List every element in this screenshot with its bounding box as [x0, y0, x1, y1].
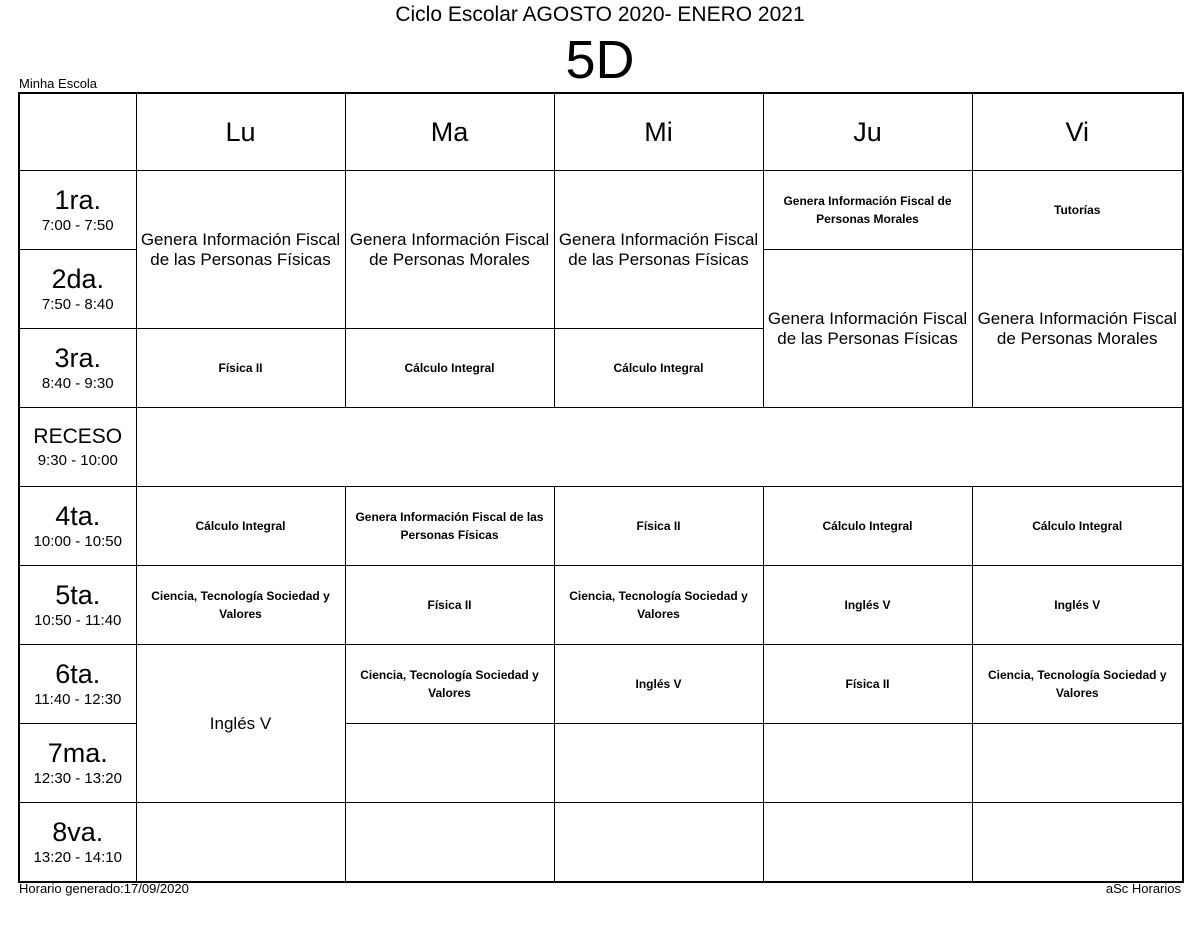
day-header-mi: Mi — [554, 93, 763, 171]
generated-date: Horario generado:17/09/2020 — [19, 881, 189, 896]
break-cell — [136, 408, 1183, 487]
period-name: 6ta. — [55, 659, 101, 689]
period-label — [19, 724, 136, 803]
class-cell: Cálculo Integral — [972, 487, 1183, 566]
class-cell: Ciencia, Tecnología Sociedad y Valores — [554, 566, 763, 645]
period-time: 7:50 - 8:40 — [41, 296, 114, 313]
class-cell: Cálculo Integral — [763, 487, 972, 566]
period-label — [19, 645, 136, 724]
period-time: 13:20 - 14:10 — [33, 848, 122, 866]
period-label — [19, 487, 136, 566]
class-cell: Cálculo Integral — [136, 487, 345, 566]
class-cell: Inglés V — [554, 645, 763, 724]
class-cell: Genera Información Fiscal de Personas Morales — [972, 250, 1183, 408]
class-cell: Física II — [345, 566, 554, 645]
period-time: 10:00 - 10:50 — [33, 533, 122, 550]
empty-cell — [972, 724, 1183, 803]
period-time: 11:40 - 12:30 — [34, 691, 122, 708]
class-cell: Tutorías — [972, 171, 1183, 250]
class-cell: Genera Información Fiscal de las Personas Físicas — [554, 171, 763, 329]
empty-cell — [763, 724, 972, 803]
period-time: 7:00 - 7:50 — [41, 217, 114, 234]
period-name: RECESO — [33, 425, 123, 448]
period-time: 12:30 - 13:20 — [33, 770, 122, 787]
day-header-vi: Vi — [972, 93, 1183, 171]
period-time: 8:40 - 9:30 — [41, 375, 114, 392]
period-label — [19, 803, 136, 882]
period-name: 2da. — [51, 264, 105, 294]
empty-cell — [763, 803, 972, 882]
period-name: 5ta. — [55, 580, 101, 610]
class-cell: Ciencia, Tecnología Sociedad y Valores — [345, 645, 554, 724]
class-cell: Inglés V — [972, 566, 1183, 645]
class-cell: Genera Información Fiscal de las Personas Físicas — [345, 487, 554, 566]
timetable — [18, 92, 1184, 883]
class-cell: Genera Información Fiscal de Personas Morales — [345, 171, 554, 329]
class-cell: Inglés V — [136, 645, 345, 803]
period-name: 1ra. — [54, 185, 102, 215]
period-label — [19, 329, 136, 408]
class-cell: Inglés V — [763, 566, 972, 645]
period-time: 9:30 - 10:00 — [37, 452, 118, 469]
class-cell: Cálculo Integral — [345, 329, 554, 408]
period-time: 10:50 - 11:40 — [34, 612, 122, 629]
class-cell: Genera Información Fiscal de Personas Morales — [763, 171, 972, 250]
school-name: Minha Escola — [19, 76, 98, 91]
empty-cell — [345, 803, 554, 882]
class-cell: Física II — [136, 329, 345, 408]
empty-cell — [345, 724, 554, 803]
empty-cell — [554, 803, 763, 882]
empty-cell — [136, 803, 345, 882]
period-name: 8va. — [52, 816, 104, 847]
period-label — [19, 250, 136, 329]
class-cell: Genera Información Fiscal de las Personas Físicas — [763, 250, 972, 408]
period-name: 4ta. — [55, 501, 101, 531]
class-cell: Genera Información Fiscal de las Personas Físicas — [136, 171, 345, 329]
group-name: 5D — [565, 30, 635, 90]
period-label — [19, 171, 136, 250]
day-header-lu: Lu — [136, 93, 345, 171]
class-cell: Ciencia, Tecnología Sociedad y Valores — [972, 645, 1183, 724]
class-cell: Física II — [763, 645, 972, 724]
schedule-title: Ciclo Escolar AGOSTO 2020- ENERO 2021 — [395, 3, 805, 26]
empty-cell — [972, 803, 1183, 882]
class-cell: Física II — [554, 487, 763, 566]
class-cell: Ciencia, Tecnología Sociedad y Valores — [136, 566, 345, 645]
empty-cell — [554, 724, 763, 803]
day-header-ma: Ma — [345, 93, 554, 171]
corner-cell — [19, 93, 136, 171]
day-header-ju: Ju — [763, 93, 972, 171]
period-label — [19, 566, 136, 645]
period-name: 7ma. — [47, 738, 108, 768]
break-label — [19, 408, 136, 487]
software-credit: aSc Horarios — [1105, 881, 1181, 896]
period-name: 3ra. — [54, 343, 102, 373]
class-cell: Cálculo Integral — [554, 329, 763, 408]
